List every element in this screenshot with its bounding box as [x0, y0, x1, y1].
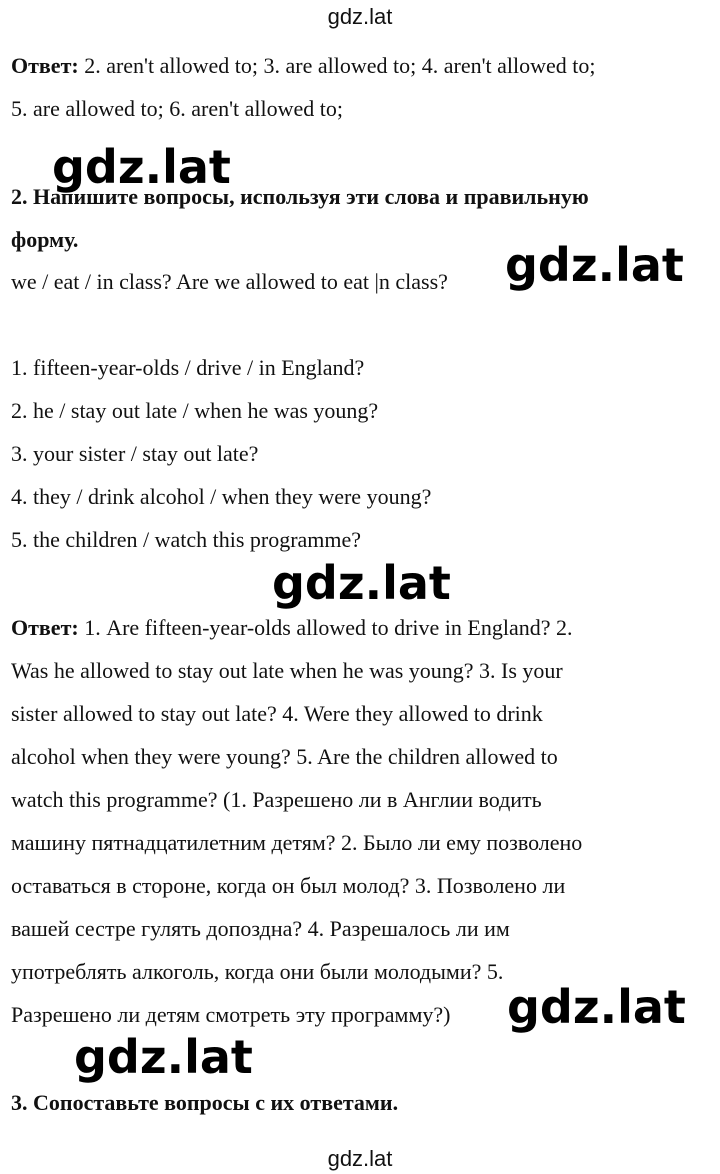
task2-item: 2. he / stay out late / when he was young? [11, 398, 379, 423]
answer2-line: Was he allowed to stay out late when he was young? 3. Is your [11, 658, 563, 683]
answer2-line: оставаться в стороне, когда он был молод? 3. Позволено ли [11, 873, 566, 898]
answer-label: Ответ: [11, 53, 79, 78]
watermark-logo: gdz.lat [507, 980, 686, 1034]
watermark-logo: gdz.lat [74, 1030, 253, 1084]
task2-item: 5. the children / watch this programme? [11, 527, 362, 552]
watermark-logo: gdz.lat [505, 238, 684, 292]
task2-item: 1. fifteen-year-olds / drive / in England? [11, 355, 365, 380]
task2-example: we / eat / in class? Are we allowed to eat |n class? [11, 269, 448, 294]
page-footer: gdz.lat [327, 1146, 393, 1171]
task2-item: 4. they / drink alcohol / when they were young? [11, 484, 432, 509]
task2-title-line2: форму. [11, 227, 79, 252]
task2-item: 3. your sister / stay out late? [11, 441, 259, 466]
answer2-line: watch this programme? (1. Разрешено ли в Англии водить [11, 787, 542, 812]
answer-label: Ответ: [11, 615, 79, 640]
answer2-line: alcohol when they were young? 5. Are the children allowed to [11, 744, 558, 769]
task2-title-line1: 2. Напишите вопросы, используя эти слова и правильную [11, 184, 589, 209]
answer1-line2: 5. are allowed to; 6. aren't allowed to; [11, 96, 344, 121]
answer2-line: sister allowed to stay out late? 4. Were they allowed to drink [11, 701, 543, 726]
answer2-line: Разрешено ли детям смотреть эту программу?) [11, 1002, 451, 1027]
task3-title: 3. Сопоставьте вопросы с их ответами. [11, 1090, 399, 1115]
answer1-text-1: 2. aren't allowed to; 3. are allowed to; 4. aren't allowed to; [84, 53, 596, 78]
answer2-line: машину пятнадцатилетним детям? 2. Было ли ему позволено [11, 830, 583, 855]
watermark-logo: gdz.lat [272, 556, 451, 610]
answer2-line: вашей сестре гулять допоздна? 4. Разрешалось ли им [11, 916, 510, 941]
watermark-logo: gdz.lat [52, 140, 231, 194]
answer2-text-1: 1. Are fifteen-year-olds allowed to drive in England? 2. [84, 615, 573, 640]
page-header: gdz.lat [327, 4, 393, 29]
answer2-line: употреблять алкоголь, когда они были молодыми? 5. [11, 959, 504, 984]
answer1-line1 [11, 52, 596, 80]
answer2-line1 [11, 614, 572, 642]
